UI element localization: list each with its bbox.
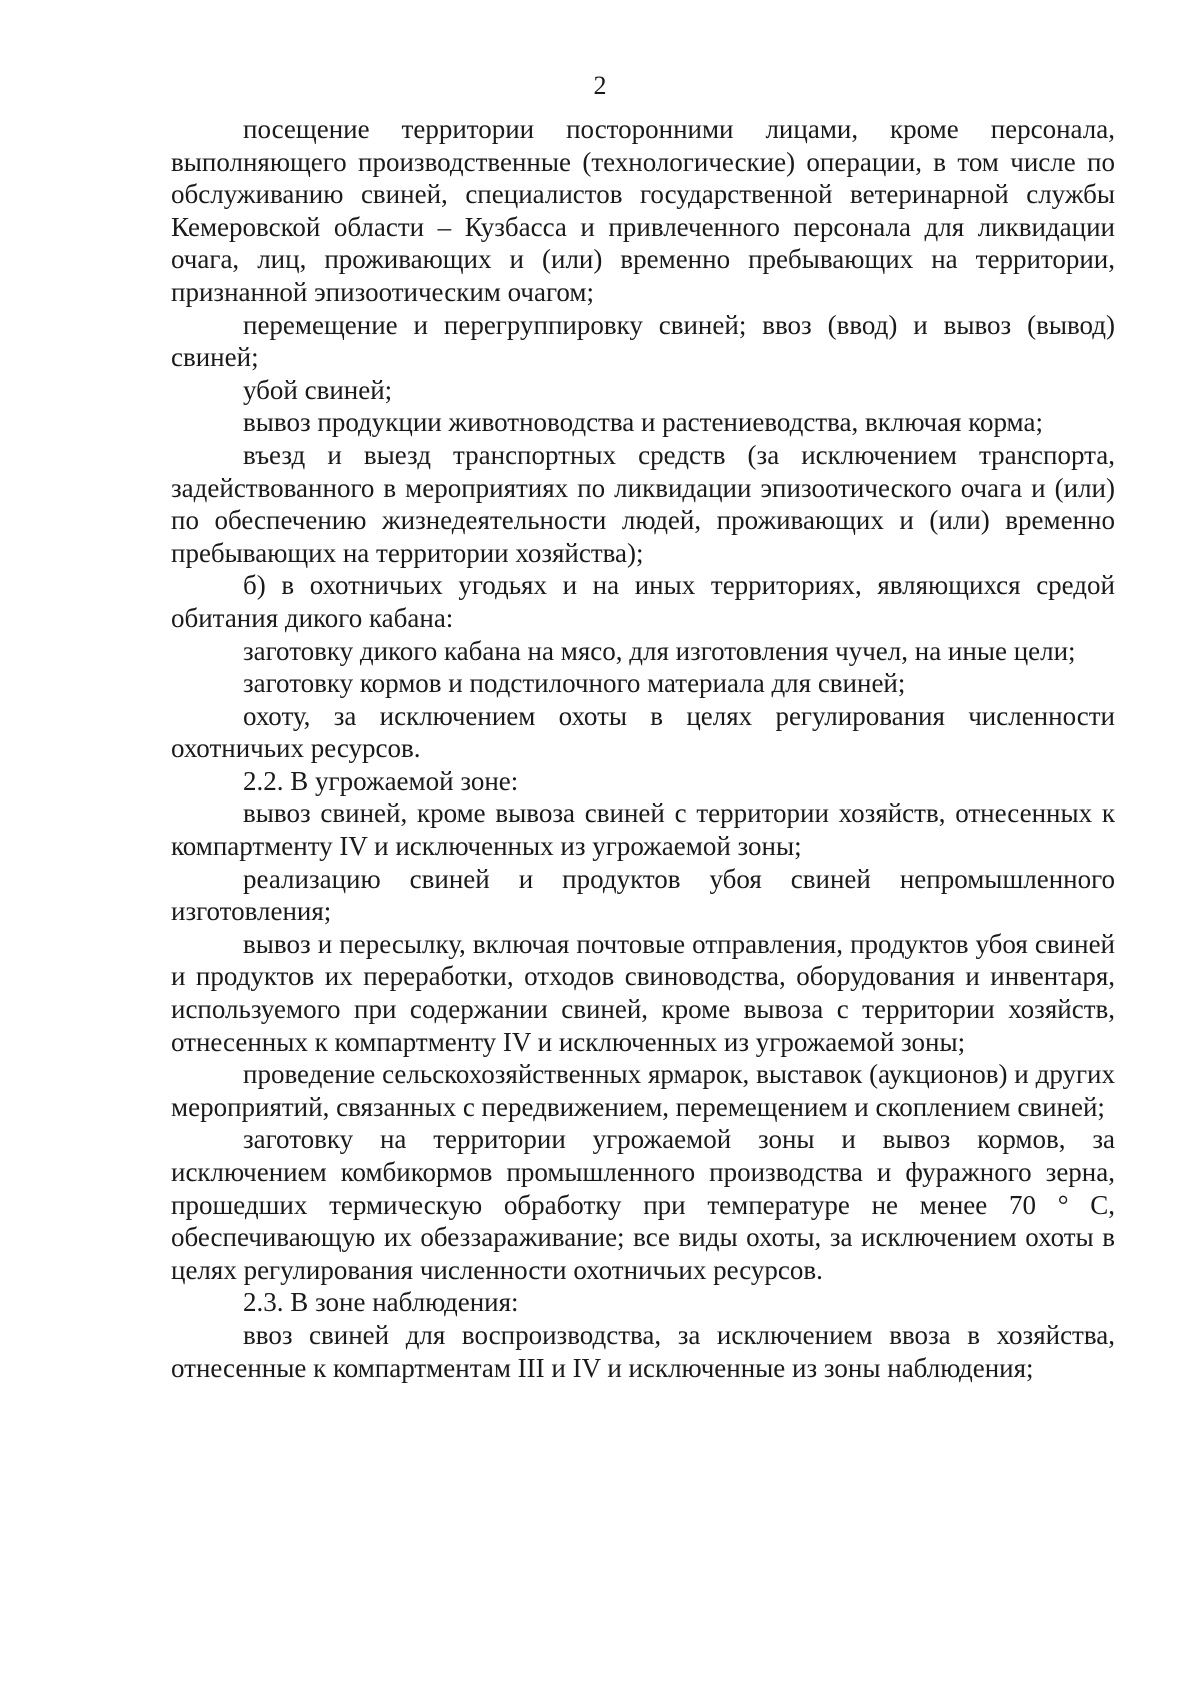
paragraph-feed-procurement: заготовку на территории угрожаемой зоны и вывоз кормов, за исключением комбикормов промышленного производства и фуражного зерна, прошедших термическую обработку при температуре не менее 70 ° С, обеспечивающую их обеззараживание; все виды охоты, за исключением охоты в целях регулирования численности охотничьих ресурсов. — [171, 1124, 1115, 1285]
paragraph-boar-harvest: заготовку дикого кабана на мясо, для изготовления чучел, на иные цели; — [243, 635, 1076, 666]
paragraph-visit-restriction: посещение территории посторонними лицами, кроме персонала, выполняющего производственные (технологические) операции, в том числе по обслуживанию свиней, специалистов государственной ветеринарной службы Кемеровской области – Кузбасса и привлеченного персонала для ликвидации очага, лиц, проживающих и (или) временно пребывающих на территории, признанной эпизоотическим очагом; — [171, 114, 1115, 307]
paragraph-pig-export: вывоз свиней, кроме вывоза свиней с территории хозяйств, отнесенных к компартменту IV и исключенных из угрожаемой зоны; — [171, 798, 1115, 862]
section-heading-observation-zone: 2.3. В зоне наблюдения: — [243, 1287, 519, 1318]
paragraph-pig-movement: перемещение и перегруппировку свиней; ввоз (ввод) и вывоз (вывод) свиней; — [171, 309, 1115, 373]
paragraph-fairs: проведение сельскохозяйственных ярмарок, выставок (аукционов) и других мероприятий, связанных с передвижением, перемещением и скоплением свиней; — [171, 1059, 1115, 1122]
paragraph-breeding-import: ввоз свиней для воспроизводства, за исключением ввоза в хозяйства, отнесенные к компартментам III и IV и исключенные из зоны наблюдения; — [171, 1319, 1115, 1383]
paragraph-vehicle-entry: въезд и выезд транспортных средств (за исключением транспорта, задействованного в мероприятиях по ликвидации эпизоотического очага и (или) по обеспечению жизнедеятельности людей, проживающих и (или) временно пребывающих на территории хозяйства); — [171, 439, 1115, 568]
paragraph-product-export: вывоз продукции животноводства и растениеводства, включая корма; — [243, 407, 1043, 438]
paragraph-hunting-grounds: б) в охотничьих угодьях и на иных территориях, являющихся средой обитания дикого кабана: — [171, 570, 1115, 633]
paragraph-feed-harvest: заготовку кормов и подстилочного материала для свиней; — [243, 668, 906, 699]
page-number: 2 — [593, 71, 607, 100]
section-heading-threatened-zone: 2.2. В угрожаемой зоне: — [243, 765, 519, 796]
paragraph-sale-products: реализацию свиней и продуктов убоя свиней непромышленного изготовления; — [171, 863, 1115, 927]
paragraph-shipping: вывоз и пересылку, включая почтовые отправления, продуктов убоя свиней и продуктов их переработки, отходов свиноводства, оборудования и инвентаря, используемого при содержании свиней, кроме вывоза с территории хозяйств, отнесенных к компартменту IV и исключенных из угрожаемой зоны; — [171, 928, 1115, 1057]
document-body — [171, 113, 1115, 1384]
paragraph-hunting: охоту, за исключением охоты в целях регулирования численности охотничьих ресурсов. — [171, 700, 1115, 764]
paragraph-slaughter: убой свиней; — [243, 374, 393, 405]
